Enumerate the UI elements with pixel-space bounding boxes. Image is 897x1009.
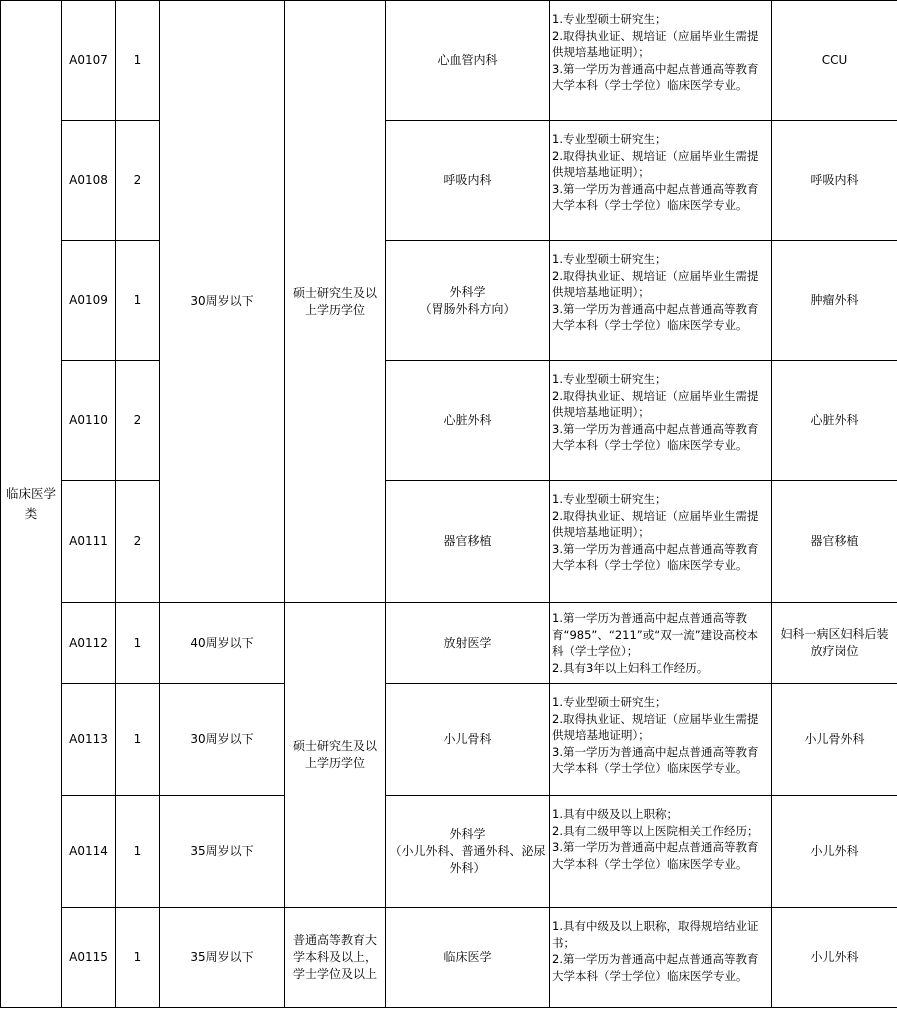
major-direction: （胃肠外科方向） [419, 301, 516, 316]
department: 肿瘤外科 [772, 241, 897, 361]
education-requirement: 普通高等教育大学本科及以上，学士学位及以上 [285, 908, 386, 1008]
department: 器官移植 [772, 481, 897, 603]
other-requirements: 1.专业型硕士研究生； 2.取得执业证、规培证（应届毕业生需提供规培基地证明）； 3.第一学历为普通高中起点普通高等教育大学本科（学士学位）临床医学专业。 [550, 361, 772, 481]
position-code: A0113 [62, 684, 116, 796]
table-row [1, 481, 897, 603]
headcount: 1 [116, 796, 160, 908]
major-cell [386, 796, 550, 908]
position-code: A0109 [62, 241, 116, 361]
department: 妇科一病区妇科后装放疗岗位 [772, 603, 897, 684]
table-row [1, 796, 897, 908]
table-row [1, 121, 897, 241]
education-requirement: 硕士研究生及以上学历学位 [285, 1, 386, 603]
department: 小儿骨外科 [772, 684, 897, 796]
other-requirements: 1.专业型硕士研究生； 2.取得执业证、规培证（应届毕业生需提供规培基地证明）； 3.第一学历为普通高中起点普通高等教育大学本科（学士学位）临床医学专业。 [550, 1, 772, 121]
department: 小儿外科 [772, 908, 897, 1008]
major: 心脏外科 [386, 361, 550, 481]
headcount: 1 [116, 908, 160, 1008]
major: 器官移植 [386, 481, 550, 603]
table-row [1, 684, 897, 796]
position-code: A0107 [62, 1, 116, 121]
headcount: 2 [116, 481, 160, 603]
table-row [1, 603, 897, 684]
education-requirement: 硕士研究生及以上学历学位 [285, 603, 386, 908]
other-requirements: 1.具有中级及以上职称，取得规培结业证书； 2.第一学历为普通高中起点普通高等教育大学本科（学士学位）临床医学专业。 [550, 908, 772, 1008]
major: 呼吸内科 [386, 121, 550, 241]
headcount: 1 [116, 684, 160, 796]
major: 外科学 [449, 284, 486, 299]
major: 小儿骨科 [386, 684, 550, 796]
age-limit: 30周岁以下 [160, 1, 285, 603]
table-row [1, 361, 897, 481]
headcount: 1 [116, 241, 160, 361]
category-label: 临床医学类 [5, 486, 56, 521]
other-requirements: 1.专业型硕士研究生； 2.取得执业证、规培证（应届毕业生需提供规培基地证明）； 3.第一学历为普通高中起点普通高等教育大学本科（学士学位）临床医学专业。 [550, 481, 772, 603]
category-cell [1, 1, 62, 1008]
age-limit: 40周岁以下 [160, 603, 285, 684]
major: 外科学 [449, 827, 486, 841]
headcount: 1 [116, 603, 160, 684]
table-row [1, 908, 897, 1008]
table-row [1, 241, 897, 361]
major: 放射医学 [386, 603, 550, 684]
other-requirements: 1.专业型硕士研究生； 2.取得执业证、规培证（应届毕业生需提供规培基地证明）； 3.第一学历为普通高中起点普通高等教育大学本科（学士学位）临床医学专业。 [550, 241, 772, 361]
age-limit: 30周岁以下 [160, 684, 285, 796]
position-code: A0110 [62, 361, 116, 481]
headcount: 2 [116, 121, 160, 241]
other-requirements: 1.第一学历为普通高中起点普通高等教育“985”、“211”或“双一流”建设高校本科（学士学位）； 2.具有3年以上妇科工作经历。 [550, 603, 772, 684]
headcount: 2 [116, 361, 160, 481]
headcount: 1 [116, 1, 160, 121]
age-limit: 35周岁以下 [160, 908, 285, 1008]
department: 呼吸内科 [772, 121, 897, 241]
major: 临床医学 [386, 908, 550, 1008]
position-code: A0108 [62, 121, 116, 241]
department: CCU [772, 1, 897, 121]
major: 心血管内科 [386, 1, 550, 121]
other-requirements: 1.专业型硕士研究生； 2.取得执业证、规培证（应届毕业生需提供规培基地证明）； 3.第一学历为普通高中起点普通高等教育大学本科（学士学位）临床医学专业。 [550, 684, 772, 796]
major-cell [386, 241, 550, 361]
department: 心脏外科 [772, 361, 897, 481]
age-limit: 35周岁以下 [160, 796, 285, 908]
position-code: A0111 [62, 481, 116, 603]
other-requirements: 1.具有中级及以上职称； 2.具有二级甲等以上医院相关工作经历； 3.第一学历为普通高中起点普通高等教育大学本科（学士学位）临床医学专业。 [550, 796, 772, 908]
position-code: A0114 [62, 796, 116, 908]
table-row [1, 1, 897, 121]
other-requirements: 1.专业型硕士研究生； 2.取得执业证、规培证（应届毕业生需提供规培基地证明）； 3.第一学历为普通高中起点普通高等教育大学本科（学士学位）临床医学专业。 [550, 121, 772, 241]
position-code: A0115 [62, 908, 116, 1008]
position-code: A0112 [62, 603, 116, 684]
department: 小儿外科 [772, 796, 897, 908]
major-direction: （小儿外科、普通外科、泌尿外科） [389, 844, 546, 875]
